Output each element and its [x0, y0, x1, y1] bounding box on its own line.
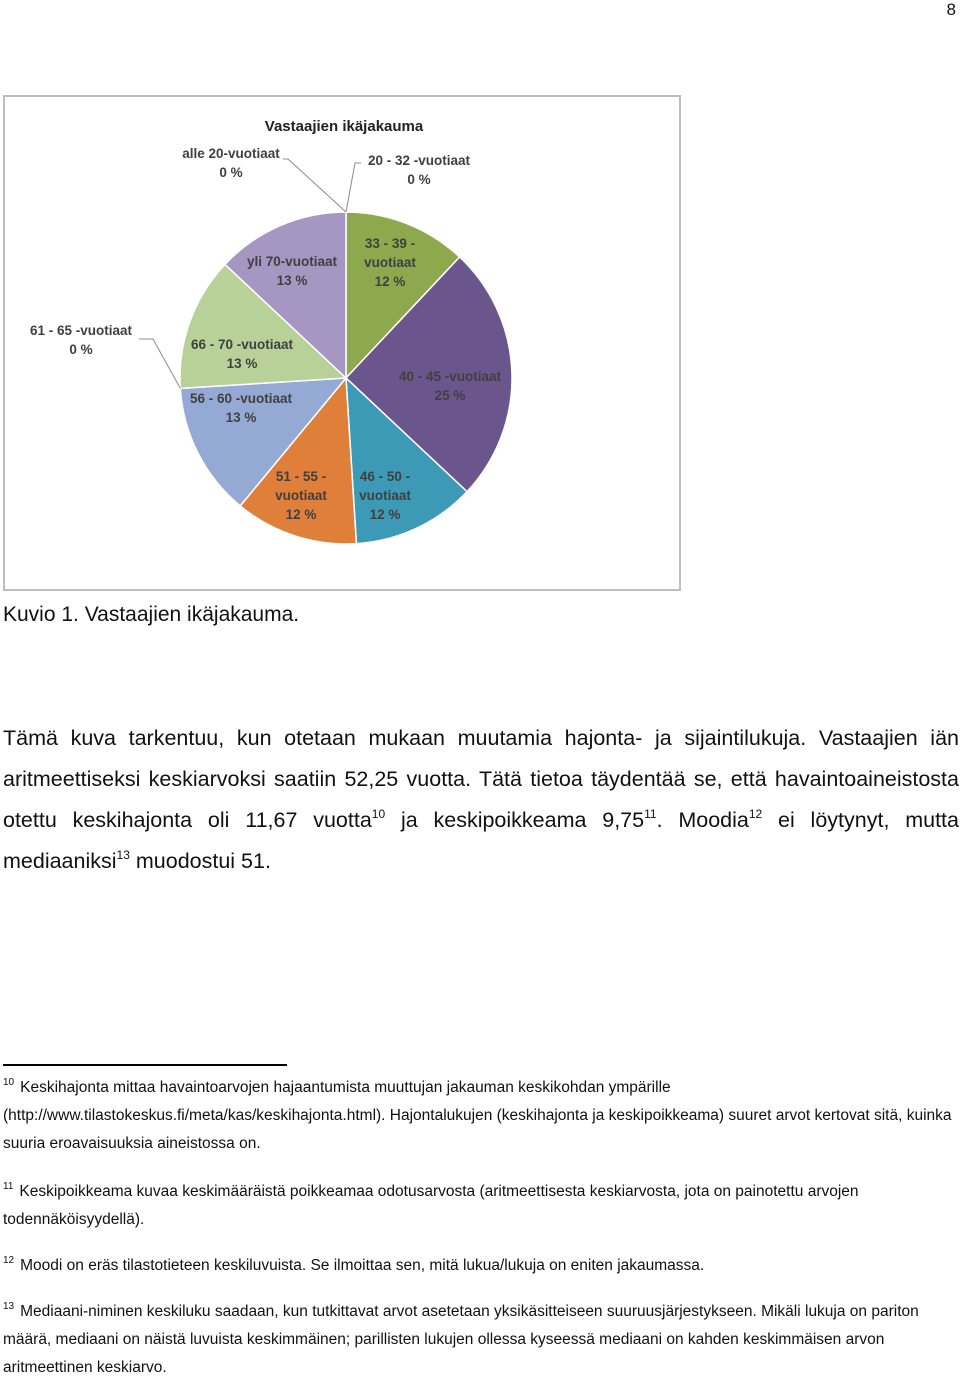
page-number: 8 — [946, 0, 956, 19]
body-paragraph — [3, 718, 959, 882]
footnote-text: Keskipoikkeama kuvaa keskimääräistä poikkeamaa odotusarvosta (aritmeettisesta keskiarvosta, jota on painotettu arvojen todennäköisyydellä). — [3, 1183, 859, 1228]
slice-label: 20 - 32 -vuotiaat 0 % — [367, 153, 471, 187]
leader-line — [139, 339, 180, 388]
leader-line — [283, 159, 346, 212]
pie-chart — [5, 97, 679, 589]
footnote-number: 10 — [3, 1077, 15, 1088]
pie-chart-figure — [3, 95, 681, 591]
footnote-ref: 11 — [644, 807, 657, 821]
footnotes — [3, 1074, 953, 1382]
slice-label: yli 70-vuotiaat 13 % — [246, 254, 338, 288]
footnote-ref: 10 — [371, 807, 386, 821]
footnote — [3, 1074, 953, 1158]
slice-label: 66 - 70 -vuotiaat 13 % — [190, 337, 294, 371]
body-text-part: ei löytynyt, mutta mediaaniksi — [3, 808, 959, 873]
footnote-number: 12 — [3, 1255, 15, 1266]
footnote — [3, 1252, 953, 1280]
leader-line — [346, 163, 361, 212]
footnote — [3, 1178, 953, 1234]
slice-label: alle 20-vuotiaat 0 % — [182, 146, 280, 180]
body-text-part: ja keskipoikkeama 9,75 — [385, 808, 645, 832]
slice-label: 46 - 50 -vuotiaat 12 % — [359, 469, 411, 522]
body-text-part: . Moodia — [656, 808, 749, 832]
footnote-separator — [3, 1064, 287, 1066]
slice-label: 33 - 39 -vuotiaat 12 % — [364, 236, 416, 289]
body-text-part: Tämä kuva tarkentuu, kun otetaan mukaan muutamia hajonta- ja sijaintilukuja. Vastaajien iän aritmeettiseksi keskiarvoksi saatiin 52,25 vuotta. Tätä tietoa täydentää se, että havaintoaineistosta otettu keskihajonta oli 11,67 vuotta — [3, 726, 959, 832]
footnote-ref: 13 — [116, 848, 130, 862]
footnote-text: Mediaani-niminen keskiluku saadaan, kun tutkittavat arvot asetetaan yksikäsitteiseen suuruusjärjestykseen. Mikäli lukuja on pariton määrä, mediaani on näistä luvuista keskimmäinen; parillisten lukujen ollessa kyseessä mediaani on kahden keskimmäisen arvon aritmeettinen keskiarvo. — [3, 1303, 919, 1376]
chart-title: Vastaajien ikäjakauma — [264, 118, 424, 135]
slice-label: 61 - 65 -vuotiaat 0 % — [29, 323, 133, 357]
slice-label: 56 - 60 -vuotiaat 13 % — [189, 391, 293, 425]
body-text-part: muodostui 51. — [129, 849, 271, 873]
footnote — [3, 1298, 953, 1382]
footnote-text: Moodi on eräs tilastotieteen keskiluvuista. Se ilmoittaa sen, mitä lukua/lukuja on eniten jakaumassa. — [20, 1257, 705, 1274]
figure-caption: Kuvio 1. Vastaajien ikäjakauma. — [3, 603, 300, 626]
slice-label: 40 - 45 -vuotiaat 25 % — [398, 369, 502, 403]
slice-label: 51 - 55 -vuotiaat 12 % — [275, 469, 327, 522]
footnote-number: 13 — [3, 1301, 15, 1312]
footnote-ref: 12 — [748, 807, 763, 821]
footnote-text: Keskihajonta mittaa havaintoarvojen hajaantumista muuttujan jakauman keskikohdan ympärille (http://www.tilastokeskus.fi/meta/kas/keskihajonta.html). Hajontalukujen (keskihajonta ja keskipoikkeama) suuret arvot kertovat sitä, kuinka suuria eroavaisuuksia aineistossa on. — [3, 1079, 952, 1152]
footnote-number: 11 — [3, 1181, 14, 1192]
